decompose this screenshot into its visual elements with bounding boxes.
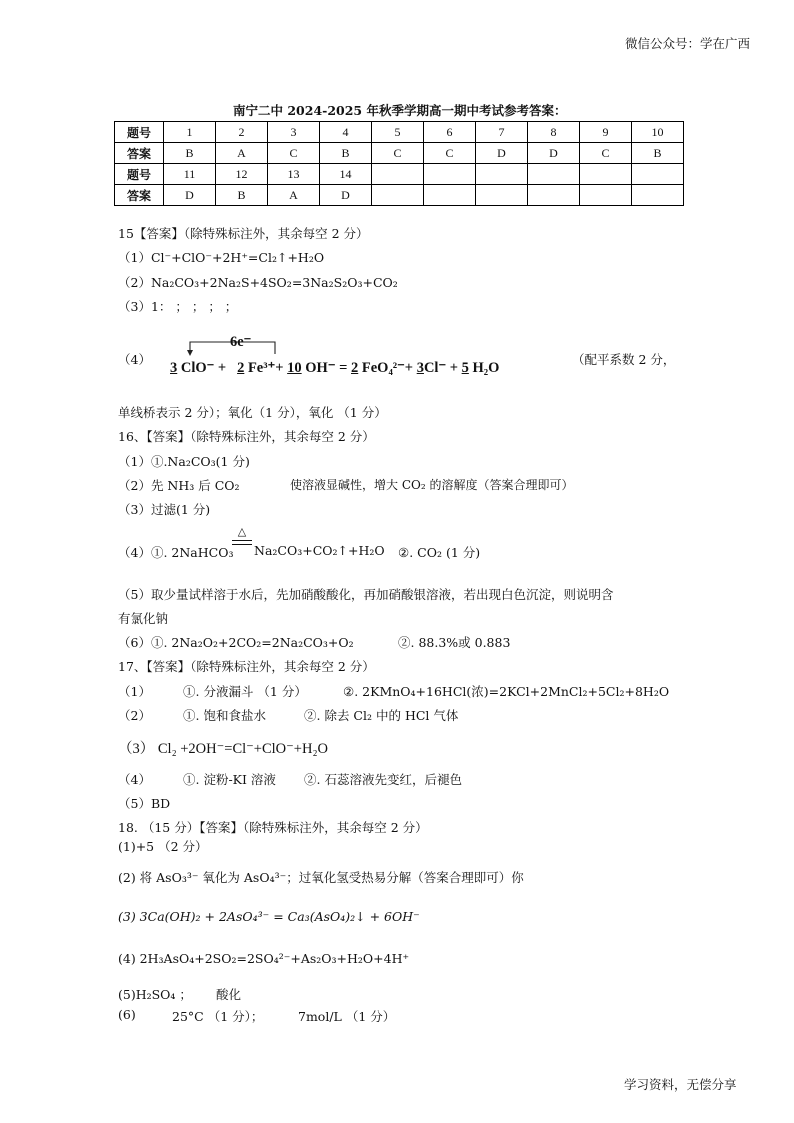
q17-part2c: ②. 除去 Cl₂ 中的 HCl 气体 (304, 708, 459, 723)
answer-table-cell: C (424, 143, 476, 164)
species-oh: OH⁻ = (305, 360, 348, 376)
q17-heading: 17、【答案】（除特殊标注外，其余每空 2 分） (118, 659, 375, 674)
answer-table-cell: 4 (320, 122, 372, 143)
q15-part4-note: （配平系数 2 分， (572, 352, 676, 367)
q16-part4b: ②. CO₂ (1 分) (398, 545, 481, 560)
answer-table-cell: 14 (320, 164, 372, 185)
q16-part3: （3）过滤(1 分) (118, 502, 211, 517)
q18-part6-label: (6) (118, 1007, 136, 1022)
answer-table-cell: D (476, 143, 528, 164)
answer-table-cell: C (268, 143, 320, 164)
species-fe: Fe³⁺+ (247, 360, 284, 376)
answer-table-row (115, 143, 684, 164)
q18-part5b: 酸化 (216, 987, 242, 1002)
answer-table-cell: D (164, 185, 216, 206)
coef-oh: 10 (287, 360, 302, 376)
q18-heading: 18. （15 分）【答案】（除特殊标注外，其余每空 2 分） (118, 820, 428, 835)
answer-table-row-label: 题号 (115, 164, 164, 185)
answer-table-cell: 7 (476, 122, 528, 143)
answer-table-cell: 1 (164, 122, 216, 143)
answer-table-cell (424, 185, 476, 206)
species-clo: ClO⁻ + (180, 360, 227, 376)
answer-table-cell: 11 (164, 164, 216, 185)
q17-part2-label: （2） (118, 708, 151, 723)
answer-table-cell (580, 164, 632, 185)
answer-table-cell: 6 (424, 122, 476, 143)
q15-part2: （2）Na₂CO₃+2Na₂S+4SO₂=3Na₂S₂O₃+CO₂ (118, 275, 398, 290)
electron-count: 6e⁻ (230, 334, 252, 350)
answer-table-cell: 3 (268, 122, 320, 143)
answer-table-row-label: 题号 (115, 122, 164, 143)
coef-feo4: 2 (351, 360, 359, 376)
answer-table-cell: 2 (216, 122, 268, 143)
q17-part1b: ①. 分液漏斗 （1 分） (183, 684, 307, 699)
coef-clo: 3 (170, 360, 178, 376)
q15-part4-label: （4） (118, 352, 151, 367)
q17-part1c: ②. 2KMnO₄+16HCl(浓)=2KCl+2MnCl₂+5Cl₂+8H₂O (343, 684, 670, 699)
answer-table-cell (632, 185, 684, 206)
q16-part5-line2: 有氯化钠 (118, 611, 169, 626)
heat-condition-mark (232, 526, 252, 545)
answer-table-row-label: 答案 (115, 185, 164, 206)
answer-table-row (115, 185, 684, 206)
q16-part4-left: （4）①. 2NaHCO₃ (118, 545, 234, 560)
coef-h2o: 5 (461, 360, 469, 376)
q16-part5-line1: （5）取少量试样溶于水后，先加硝酸酸化，再加硝酸银溶液，若出现白色沉淀，则说明含 (118, 587, 614, 602)
equal-sign-bar (232, 540, 252, 545)
answer-table-cell: 10 (632, 122, 684, 143)
answer-table-cell: 13 (268, 164, 320, 185)
answer-table-cell (424, 164, 476, 185)
q15-part1: （1）Cl⁻+ClO⁻+2H⁺=Cl₂↑+H₂O (118, 250, 325, 265)
q18-part2: (2) 将 AsO₃³⁻ 氧化为 AsO₄³⁻；过氧化氢受热易分解（答案合理即可）你 (118, 870, 524, 885)
answer-table-cell: D (320, 185, 372, 206)
answer-table-cell: A (268, 185, 320, 206)
answer-table-cell (372, 185, 424, 206)
coef-cl: 3 (416, 360, 424, 376)
answer-table-cell: B (320, 143, 372, 164)
q17-part1-label: （1） (118, 684, 151, 699)
q16-part6b: ②. 88.3%或 0.883 (398, 635, 511, 650)
coef-fe: 2 (237, 360, 245, 376)
heat-triangle: △ (237, 525, 247, 538)
page-title: 南宁二中 2024-2025 年秋季学期高一期中考试参考答案： (233, 103, 567, 118)
answer-table-cell (528, 164, 580, 185)
q16-part2a: （2）先 NH₃ 后 CO₂ (118, 478, 240, 493)
q18-part1: (1)+5 （2 分） (118, 839, 208, 854)
answer-table-cell (476, 164, 528, 185)
answer-table-row (115, 122, 684, 143)
answer-table-cell: 8 (528, 122, 580, 143)
answer-table-row (115, 164, 684, 185)
answer-table-cell: C (372, 143, 424, 164)
species-h2o: H₂O (472, 360, 500, 376)
q15-heading: 15【答案】（除特殊标注外，其余每空 2 分） (118, 226, 369, 241)
q17-part5: （5）BD (118, 796, 171, 811)
q18-part4: (4) 2H₃AsO₄+2SO₂=2SO₄²⁻+As₂O₃+H₂O+4H⁺ (118, 951, 410, 966)
q18-part3: (3) 3Ca(OH)₂ + 2AsO₄³⁻ = Ca₃(AsO₄)₂↓ + 6OH⁻ (118, 909, 420, 924)
q15-part3: （3）1： ； ； ； ； (118, 299, 238, 314)
species-cl: Cl⁻ + (423, 360, 458, 376)
q16-part1: （1）①.Na₂CO₃(1 分) (118, 454, 250, 469)
q17-part4c: ②. 石蕊溶液先变红，后褪色 (304, 772, 462, 787)
q16-part6a: （6）①. 2Na₂O₂+2CO₂=2Na₂CO₃+O₂ (118, 635, 354, 650)
answer-table-cell: C (580, 143, 632, 164)
footer-watermark: 学习资料，无偿分享 (624, 1077, 737, 1092)
redox-equation (170, 360, 499, 377)
answer-table-cell (476, 185, 528, 206)
q16-part2b: 使溶液显碱性，增大 CO₂ 的溶解度（答案合理即可） (290, 478, 574, 492)
answer-table (114, 121, 684, 206)
q15-part4-continued: 单线桥表示 2 分）；氧化（1 分），氧化 （1 分） (118, 405, 387, 420)
answer-table-cell (372, 164, 424, 185)
q18-part5a: (5)H₂SO₄ ； (118, 987, 192, 1002)
q18-part6b: 25°C （1 分）； (172, 1009, 264, 1024)
header-watermark: 微信公众号：学在广西 (625, 36, 751, 51)
answer-table-cell: B (216, 185, 268, 206)
q18-part6c: 7mol/L （1 分） (298, 1009, 396, 1024)
q16-heading: 16、【答案】（除特殊标注外，其余每空 2 分） (118, 429, 375, 444)
answer-table-cell: B (632, 143, 684, 164)
answer-table-cell: 5 (372, 122, 424, 143)
answer-table-cell (580, 185, 632, 206)
answer-table-cell (632, 164, 684, 185)
q16-part4-right: Na₂CO₃+CO₂↑+H₂O (254, 543, 385, 558)
answer-table-cell: 9 (580, 122, 632, 143)
answer-table-cell: B (164, 143, 216, 164)
q17-part4b: ①. 淀粉-KI 溶液 (183, 772, 276, 787)
q17-part4-label: （4） (118, 772, 151, 787)
q17-part2b: ①. 饱和食盐水 (183, 708, 266, 723)
answer-table-row-label: 答案 (115, 143, 164, 164)
answer-table-cell (528, 185, 580, 206)
answer-table-cell: A (216, 143, 268, 164)
answer-table-cell: D (528, 143, 580, 164)
answer-table-cell: 12 (216, 164, 268, 185)
species-feo4: FeO₄²⁻+ (361, 360, 414, 376)
q17-part3: （3） Cl₂ +2OH⁻=Cl⁻+ClO⁻+H₂O (118, 741, 328, 757)
